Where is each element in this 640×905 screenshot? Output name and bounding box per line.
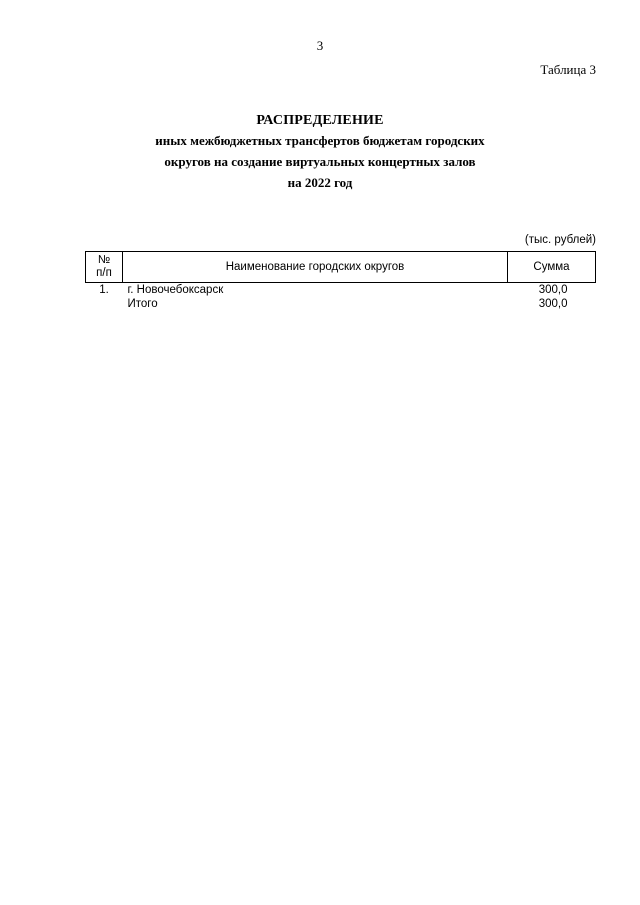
distribution-table — [85, 251, 596, 311]
title-line-4: на 2022 год — [287, 175, 353, 190]
table-total-row — [86, 297, 596, 311]
header-sum: Сумма — [508, 252, 596, 283]
row-sum: 300,0 — [538, 284, 568, 296]
document-title — [0, 112, 640, 193]
header-number-line1: № — [97, 254, 111, 266]
page-number: 3 — [316, 38, 324, 53]
header-number — [86, 252, 123, 283]
row-number: 1. — [99, 284, 109, 296]
row-name: г. Новочебоксарск — [127, 284, 224, 296]
header-name: Наименование городских округов — [123, 252, 508, 283]
title-line-2: иных межбюджетных трансфертов бюджетам городских — [155, 133, 485, 148]
total-number-cell — [86, 297, 123, 311]
table-header-row — [86, 252, 596, 283]
header-number-line2: п/п — [96, 267, 112, 279]
table-caption: Таблица 3 — [540, 62, 596, 77]
title-line-3: округов на создание виртуальных концертных залов — [164, 154, 476, 169]
total-label: Итого — [127, 298, 158, 310]
table-row — [86, 283, 596, 298]
total-sum: 300,0 — [538, 298, 568, 310]
units-label: (тыс. рублей) — [524, 234, 596, 246]
title-line-1: РАСПРЕДЕЛЕНИЕ — [256, 113, 384, 128]
